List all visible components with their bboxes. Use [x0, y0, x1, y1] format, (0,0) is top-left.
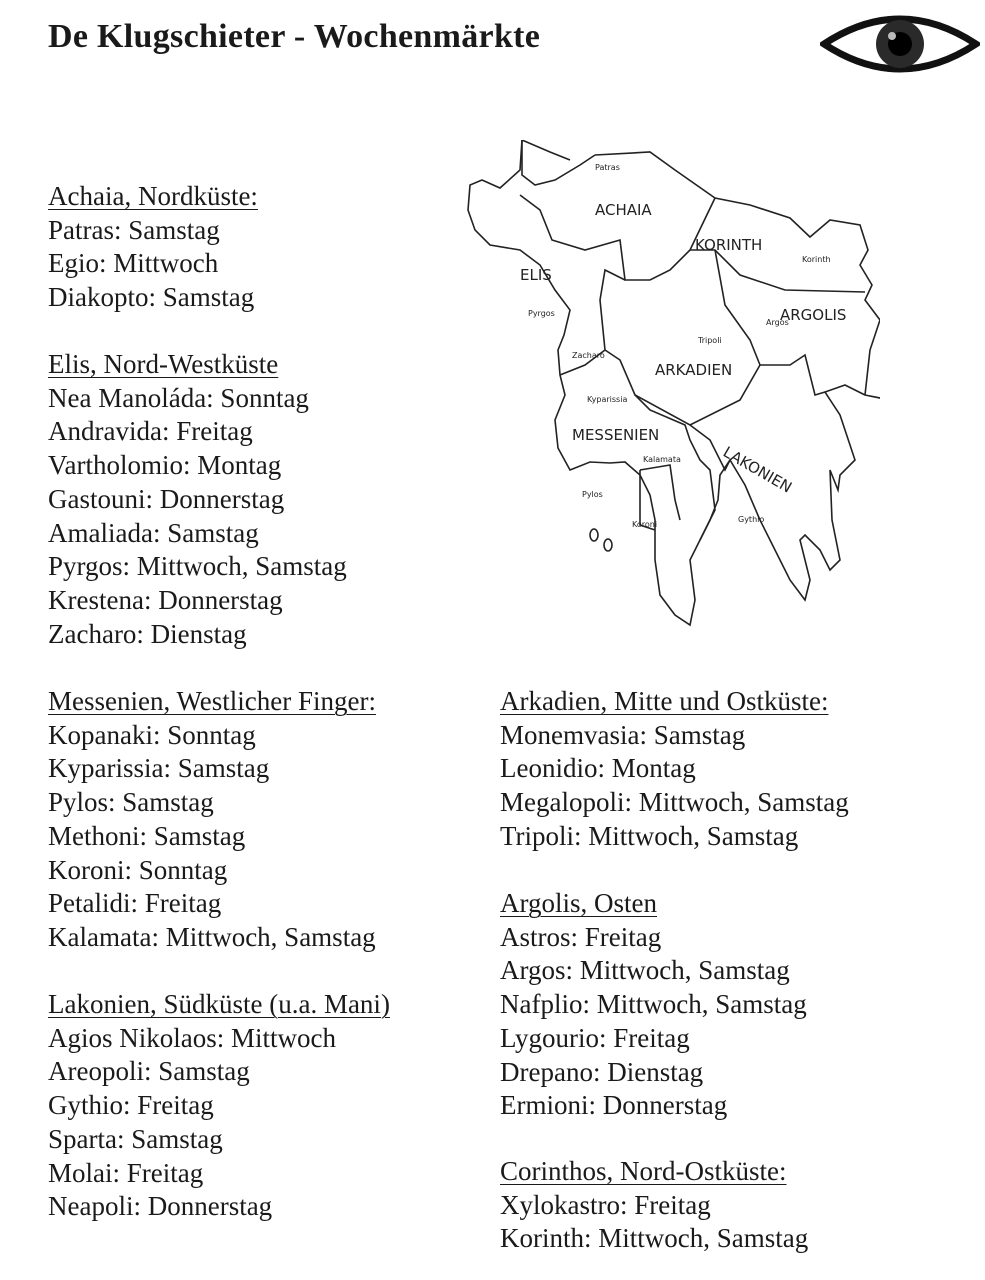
map-label-arkadien: ARKADIEN — [655, 361, 733, 379]
market-entry: Kopanaki: Sonntag — [48, 719, 256, 750]
market-entry: Diakopto: Samstag — [48, 282, 255, 313]
map-town: Argos — [766, 318, 789, 327]
market-entry: Zacharo: Dienstag — [48, 618, 247, 649]
section-heading: Argolis, Osten — [500, 888, 658, 918]
market-entry: Drepano: Dienstag — [500, 1056, 704, 1087]
map-town: Kalamata — [643, 455, 681, 464]
section-heading: Elis, Nord-Westküste — [48, 349, 279, 379]
market-entry: Kyparissia: Samstag — [48, 753, 270, 784]
map-town: Patras — [595, 163, 620, 172]
section-elis — [48, 348, 347, 651]
section-heading: Corinthos, Nord-Ostküste: — [500, 1156, 787, 1186]
market-entry: Petalidi: Freitag — [48, 888, 222, 919]
market-entry: Pylos: Samstag — [48, 787, 214, 818]
market-entry: Nafplio: Mittwoch, Samstag — [500, 989, 807, 1020]
market-entry: Monemvasia: Samstag — [500, 719, 746, 750]
market-entry: Lygourio: Freitag — [500, 1022, 690, 1053]
section-heading: Arkadien, Mitte und Ostküste: — [500, 686, 829, 716]
map-label-messenien: MESSENIEN — [572, 426, 660, 444]
market-entry: Korinth: Mittwoch, Samstag — [500, 1223, 809, 1254]
market-entry: Astros: Freitag — [500, 921, 662, 952]
eye-icon — [820, 8, 980, 78]
map-town: Koroni — [632, 520, 658, 529]
peloponnese-map — [460, 140, 880, 640]
market-entry: Sparta: Samstag — [48, 1123, 223, 1154]
map-town: Zacharo — [572, 351, 605, 360]
section-corinthos — [500, 1155, 808, 1256]
map-town: Tripoli — [698, 336, 722, 345]
section-lakonien — [48, 988, 390, 1224]
market-entry: Krestena: Donnerstag — [48, 584, 283, 615]
market-entry: Tripoli: Mittwoch, Samstag — [500, 820, 799, 851]
map-town: Korinth — [802, 255, 831, 264]
market-entry: Megalopoli: Mittwoch, Samstag — [500, 787, 849, 818]
market-entry: Molai: Freitag — [48, 1157, 204, 1188]
market-entry: Xylokastro: Freitag — [500, 1189, 711, 1220]
market-entry: Koroni: Sonntag — [48, 854, 228, 885]
section-argolis — [500, 887, 807, 1123]
map-label-korinth: KORINTH — [695, 236, 763, 254]
market-entry: Neapoli: Donnerstag — [48, 1191, 273, 1222]
market-entry: Vartholomio: Montag — [48, 450, 282, 481]
market-entry: Andravida: Freitag — [48, 416, 253, 447]
market-entry: Pyrgos: Mittwoch, Samstag — [48, 551, 347, 582]
market-entry: Argos: Mittwoch, Samstag — [500, 955, 790, 986]
map-town: Pylos — [582, 490, 603, 499]
section-heading: Achaia, Nordküste: — [48, 181, 258, 211]
market-entry: Agios Nikolaos: Mittwoch — [48, 1022, 336, 1053]
market-entry: Nea Manoláda: Sonntag — [48, 382, 309, 413]
market-entry: Leonidio: Montag — [500, 753, 696, 784]
map-label-elis: ELIS — [520, 266, 552, 284]
section-arkadien — [500, 685, 849, 854]
market-entry: Areopoli: Samstag — [48, 1056, 250, 1087]
section-achaia — [48, 180, 258, 315]
section-messenien — [48, 685, 376, 955]
market-entry: Methoni: Samstag — [48, 820, 246, 851]
map-town: Kyparissia — [587, 395, 628, 404]
market-entry: Amaliada: Samstag — [48, 517, 259, 548]
map-label-achaia: ACHAIA — [595, 201, 652, 219]
map-label-lakonien: LAKONIEN — [720, 442, 795, 497]
market-entry: Gythio: Freitag — [48, 1090, 214, 1121]
market-entry: Gastouni: Donnerstag — [48, 483, 285, 514]
map-label-argolis: ARGOLIS — [780, 306, 847, 324]
market-entry: Ermioni: Donnerstag — [500, 1090, 728, 1121]
map-outline — [468, 140, 880, 625]
market-entry: Egio: Mittwoch — [48, 248, 219, 279]
page-title: De Klugschieter - Wochenmärkte — [48, 18, 541, 55]
market-entry: Patras: Samstag — [48, 214, 220, 245]
map-town: Pyrgos — [528, 309, 555, 318]
section-heading: Messenien, Westlicher Finger: — [48, 686, 377, 716]
section-heading: Lakonien, Südküste (u.a. Mani) — [48, 989, 390, 1019]
market-entry: Kalamata: Mittwoch, Samstag — [48, 921, 376, 952]
map-town: Gythio — [738, 515, 765, 524]
